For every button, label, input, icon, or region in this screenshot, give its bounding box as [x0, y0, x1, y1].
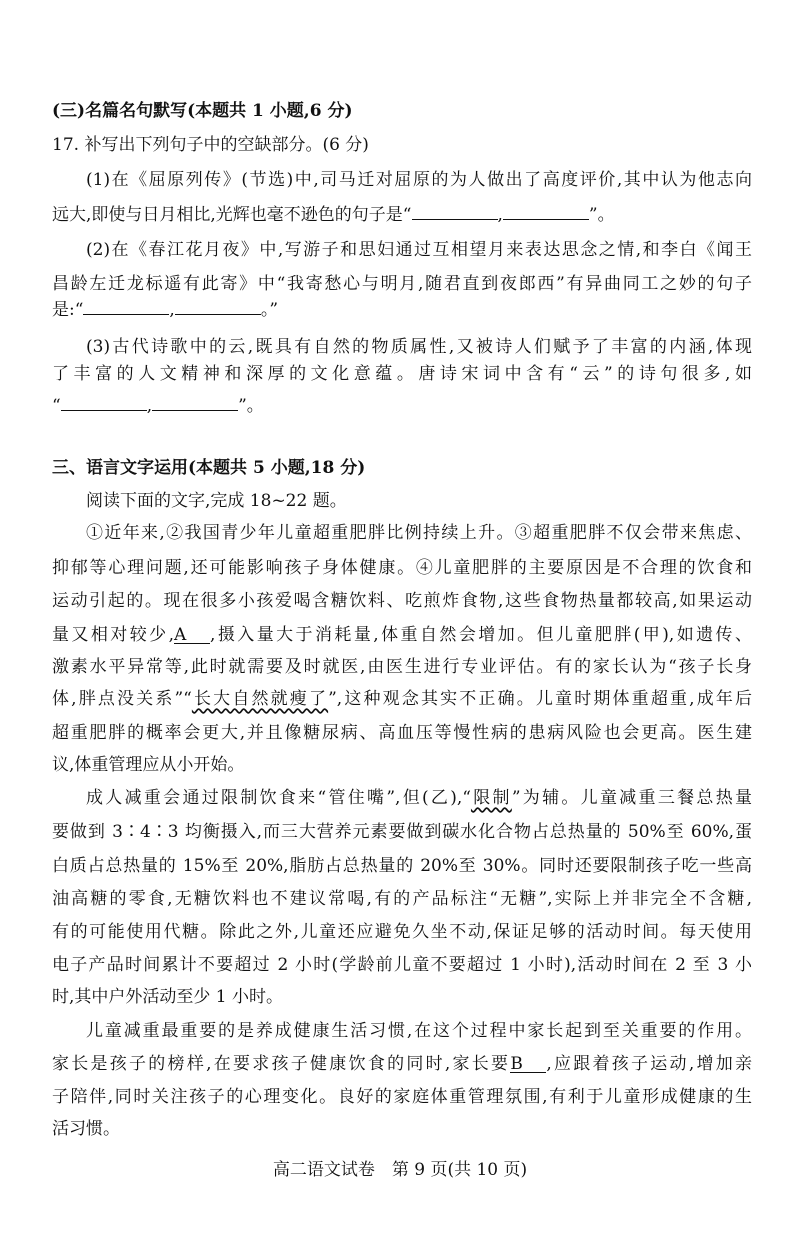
blank-separator: ,: [146, 396, 153, 416]
passage-line: 超重肥胖的概率会更大,并且像糖尿病、高血压等慢性病的患病风险也会更高。医生建: [52, 723, 752, 743]
q17-3-line3: [52, 396, 752, 416]
passage-line: 白质占总热量的 15%至 20%,脂肪占总热量的 20%至 30%。同时还要限制孩子吃一些高: [52, 856, 752, 876]
q17-1-end: ”。: [588, 205, 615, 225]
passage-text: ”为辅。儿童减重三餐总热量: [511, 788, 752, 808]
blank-b[interactable]: B: [510, 1056, 546, 1073]
passage-text: 量又相对较少,: [52, 625, 174, 645]
passage-line: 有的可能使用代糖。除此之外,儿童还应避免久坐不动,保证足够的活动时间。每天使用: [52, 922, 752, 942]
passage-line: [52, 689, 752, 709]
passage-text: 家长是孩子的榜样,在要求孩子健康饮食的同时,家长要: [52, 1054, 511, 1074]
passage-line: 运动引起的。现在很多小孩爱喝含糖饮料、吃煎炸食物,这些食物热量都较高,如果运动: [52, 591, 752, 611]
q17-2-line1: (2)在《春江花月夜》中,写游子和思妇通过互相望月来表达思念之情,和李白《闻王: [86, 240, 752, 260]
passage-line: 儿童减重最重要的是养成健康生活习惯,在这个过程中家长起到至关重要的作用。: [86, 1021, 752, 1041]
passage-line: 油高糖的零食,无糖饮料也不建议常喝,有的产品标注“无糖”,实际上并非完全不含糖,: [52, 889, 752, 909]
passage-line: 电子产品时间累计不要超过 2 小时(学龄前儿童不要超过 1 小时),活动时间在 2 至 3 小: [52, 955, 752, 975]
passage-line: [52, 1054, 752, 1074]
passage-line: 激素水平异常等,此时就需要及时就医,由医生进行专业评估。有的家长认为“孩子长身: [52, 657, 752, 677]
wavy-underline-phrase: 限制: [470, 788, 512, 808]
part-heading: 三、语言文字运用(本题共 5 小题,18 分): [52, 458, 366, 478]
answer-blank[interactable]: [83, 300, 169, 315]
q17-3-line2: 了丰富的人文精神和深厚的文化意蕴。唐诗宋词中含有“云”的诗句很多,如: [52, 364, 752, 384]
q17-1-line2: [52, 205, 752, 225]
blank-a[interactable]: A: [174, 627, 210, 644]
passage-line: ①近年来,②我国青少年儿童超重肥胖比例持续上升。③超重肥胖不仅会带来焦虑、: [86, 523, 752, 543]
passage-line: 要做到 3∶4∶3 均衡摄入,而三大营养元素要做到碳水化合物占总热量的 50%至 60%,蛋: [52, 822, 752, 842]
passage-line: 抑郁等心理问题,还可能影响孩子身体健康。④儿童肥胖的主要原因是不合理的饮食和: [52, 558, 752, 578]
q17-2-end: 。”: [260, 300, 279, 320]
answer-blank[interactable]: [503, 205, 589, 220]
passage-line: 时,其中户外活动至少 1 小时。: [52, 987, 284, 1007]
answer-blank[interactable]: [61, 396, 147, 411]
instruction-text: 阅读下面的文字,完成 18~22 题。: [86, 491, 347, 511]
answer-blank[interactable]: [152, 396, 238, 411]
q17-3-end: ”。: [238, 396, 264, 416]
q17-2-line2: 昌龄左迁龙标遥有此寄》中“我寄愁心与明月,随君直到夜郎西”有异曲同工之妙的句子: [52, 274, 752, 294]
wavy-underline-phrase: 长大自然就瘦了: [191, 689, 329, 709]
q17-1-line1: (1)在《屈原列传》(节选)中,司马迁对屈原的为人做出了高度评价,其中认为他志向: [86, 170, 752, 190]
q17-2-text: 是:“: [52, 300, 84, 320]
answer-blank[interactable]: [412, 205, 498, 220]
passage-text: 成人减重会通过限制饮食来“管住嘴”,但(乙),“: [86, 788, 471, 808]
page-footer: 高二语文试卷 第 9 页(共 10 页): [272, 1160, 528, 1180]
blank-separator: ,: [169, 300, 175, 320]
passage-text: ”,这种观念其实不正确。儿童时期体重超重,成年后: [328, 689, 752, 709]
question-17-title: 17. 补写出下列句子中的空缺部分。(6 分): [52, 135, 369, 155]
blank-separator: ,: [497, 205, 503, 225]
q17-2-line3: [52, 300, 752, 320]
q17-3-text: “: [52, 396, 61, 416]
passage-line: [52, 625, 752, 645]
section-heading: (三)名篇名句默写(本题共 1 小题,6 分): [52, 101, 353, 121]
passage-text: 体,胖点没关系”“: [52, 689, 192, 709]
passage-line: 活习惯。: [52, 1119, 120, 1139]
q17-3-line1: (3)古代诗歌中的云,既具有自然的物质属性,又被诗人们赋予了丰富的内涵,体现: [86, 337, 752, 357]
passage-line: [86, 788, 752, 808]
passage-line: 子陪伴,同时关注孩子的心理变化。良好的家庭体重管理氛围,有利于儿童形成健康的生: [52, 1087, 752, 1107]
passage-text: ,摄入量大于消耗量,体重自然会增加。但儿童肥胖(甲),如遗传、: [210, 625, 752, 645]
q17-1-text: 远大,即使与日月相比,光辉也毫不逊色的句子是“: [52, 205, 412, 225]
passage-text: ,应跟着孩子运动,增加亲: [546, 1054, 753, 1074]
answer-blank[interactable]: [175, 300, 261, 315]
passage-line: 议,体重管理应从小开始。: [52, 755, 245, 775]
